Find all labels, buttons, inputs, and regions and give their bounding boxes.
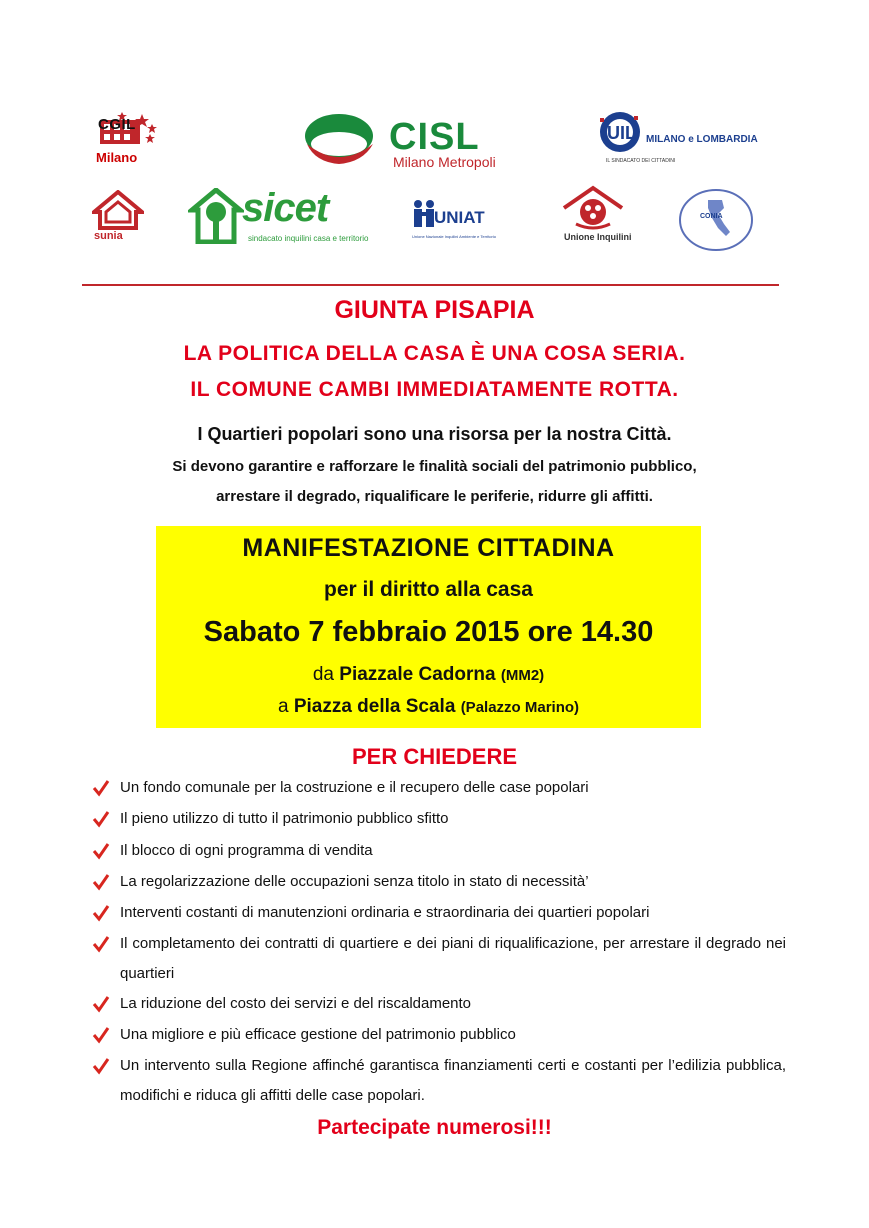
checkmark-icon [92, 810, 110, 828]
list-item-text: Un intervento sulla Regione affinché garantisca finanziamenti certi e costanti per l’edilizia pubblica, modifichi e riduca gli affitti delle case popolari. [120, 1057, 786, 1104]
unione-inquilini-name: Unione Inquilini [564, 232, 632, 242]
list-item-text: Il pieno utilizzo di tutto il patrimonio pubblico sfitto [120, 810, 449, 827]
list-item-text: Il completamento dei contratti di quartiere e dei piani di riqualificazione, per arrestare il degrado nei quartieri [120, 935, 786, 982]
cisl-name: CISL [389, 116, 480, 158]
sicet-subtitle: sindacato inquilini casa e territorio [248, 234, 369, 243]
uil-emblem-icon [598, 110, 646, 156]
intro-statement: I Quartieri popolari sono una risorsa per la nostra Città. [197, 424, 672, 444]
checkmark-icon [92, 779, 110, 797]
event-end-note: (Palazzo Marino) [460, 699, 580, 716]
uniat-figures-icon [412, 198, 436, 228]
event-start-place: Piazzale Cadorna [339, 664, 496, 685]
conia-italy-map-icon [678, 188, 754, 252]
event-box [156, 526, 701, 728]
demands-title: PER CHIEDERE [351, 744, 518, 769]
event-start-note: (MM2) [500, 667, 545, 684]
event-start-prefix: da [312, 664, 340, 685]
page-title: GIUNTA PISAPIA [334, 296, 535, 324]
event-start [156, 664, 701, 686]
list-item-text: La regolarizzazione delle occupazioni senza titolo in stato di necessità’ [120, 873, 589, 890]
event-date: Sabato 7 febbraio 2015 ore 14.30 [203, 616, 654, 648]
checkmark-icon [92, 1057, 110, 1075]
sicet-logo [188, 188, 372, 246]
sicet-name: sicet [242, 186, 329, 230]
uil-region: MILANO e LOMBARDIA [646, 134, 758, 145]
uniat-subtitle: Unione Nazionale Inquilini Ambiente e Territorio [412, 234, 496, 239]
list-item-text: Un fondo comunale per la costruzione e il recupero delle case popolari [120, 779, 589, 796]
cgil-milano-logo [92, 110, 162, 168]
uil-logo [598, 110, 758, 165]
checkmark-icon [92, 904, 110, 922]
svg-text:UIL: UIL [607, 123, 636, 143]
list-item-text: Interventi costanti di manutenzioni ordinaria e straordinaria dei quartieri popolari [120, 904, 650, 921]
intro-line-1: Si devono garantire e rafforzare le finalità sociali del patrimonio pubblico, [172, 458, 697, 475]
unione-inquilini-house-icon [560, 184, 626, 232]
intro-line-2: arrestare il degrado, riqualificare le periferie, ridurre gli affitti. [216, 488, 653, 505]
cisl-subtitle: Milano Metropoli [393, 154, 496, 170]
uniat-name: UNIAT [434, 208, 485, 227]
cgil-name: CGIL [98, 116, 136, 133]
unione-inquilini-logo [560, 184, 638, 248]
closing-call: Partecipate numerosi!!! [317, 1116, 552, 1139]
svg-text:CONIA: CONIA [700, 213, 723, 220]
sunia-house-icon [92, 190, 144, 230]
heading-line-2: IL COMUNE CAMBI IMMEDIATAMENTE ROTTA. [190, 378, 679, 401]
section-divider [82, 284, 779, 286]
uil-tagline: IL SINDACATO DEI CITTADINI [606, 158, 676, 164]
sunia-name: sunia [94, 230, 123, 242]
event-end-prefix: a [277, 696, 294, 717]
list-item-text: Il blocco di ogni programma di vendita [120, 842, 373, 859]
sunia-logo [92, 190, 144, 244]
cisl-logo [303, 114, 513, 172]
list-item-text: Una migliore e più efficace gestione del patrimonio pubblico [120, 1026, 516, 1043]
heading-line-1: LA POLITICA DELLA CASA È UNA COSA SERIA. [183, 342, 686, 365]
sicet-tree-house-icon [188, 188, 244, 244]
event-title: MANIFESTAZIONE CITTADINA [242, 534, 615, 562]
cisl-emblem-icon [303, 114, 383, 172]
event-end-place: Piazza della Scala [293, 696, 456, 717]
conia-logo [678, 188, 754, 252]
cgil-city: Milano [96, 150, 138, 165]
checkmark-icon [92, 873, 110, 891]
list-item-text: La riduzione del costo dei servizi e del riscaldamento [120, 995, 472, 1012]
checkmark-icon [92, 1026, 110, 1044]
event-subtitle: per il diritto alla casa [324, 578, 533, 601]
uniat-logo [412, 198, 512, 248]
checkmark-icon [92, 995, 110, 1013]
event-end [156, 696, 701, 718]
checkmark-icon [92, 842, 110, 860]
checkmark-icon [92, 935, 110, 953]
